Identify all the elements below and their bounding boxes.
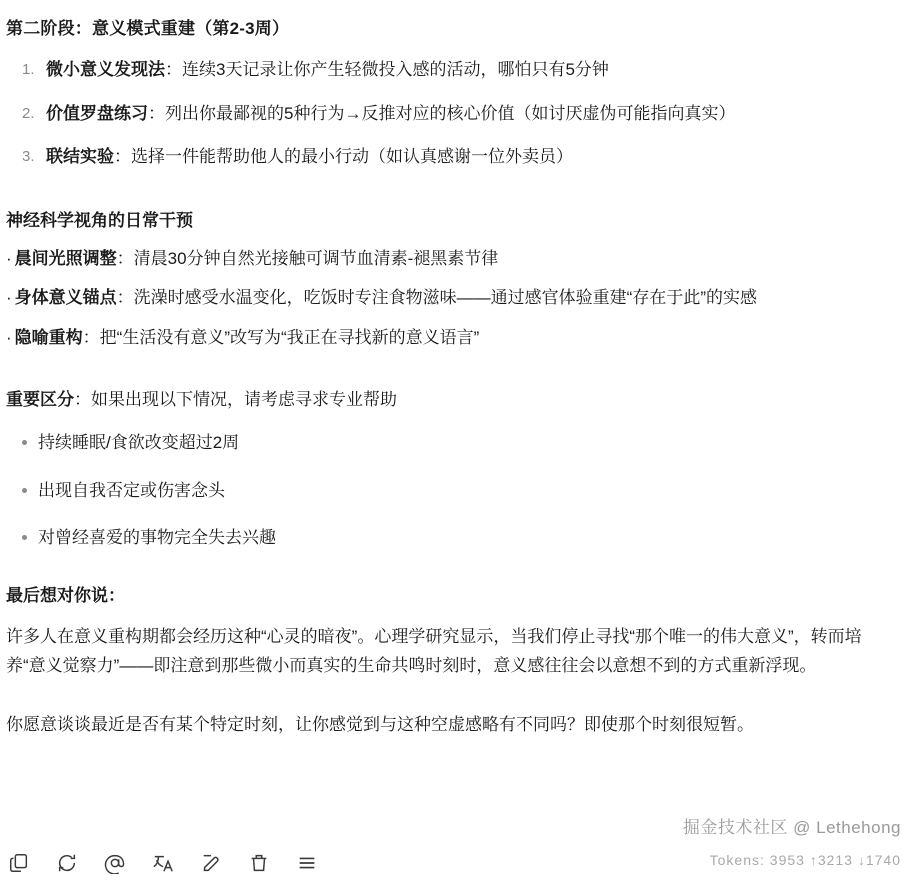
list-item (6, 324, 901, 352)
list-item (6, 245, 901, 273)
bullet-marker: · (6, 248, 12, 268)
list-item: 对曾经喜爱的事物完全失去兴趣 (38, 525, 901, 551)
bullet-marker: · (6, 327, 12, 347)
list-item: 出现自我否定或伤害念头 (38, 478, 901, 504)
list-item-term: 身体意义锚点 (14, 288, 117, 308)
list-item-sep: ： (148, 103, 165, 123)
list-item-term: 晨间光照调整 (14, 248, 117, 268)
list-item-text: 把“生活没有意义”改写为“我正在寻找新的意义语言” (99, 327, 480, 347)
list-item-text: 连续3天记录让你产生轻微投入感的活动，哪怕只有5分钟 (182, 60, 609, 79)
list-item-sep: ： (116, 288, 134, 308)
final-paragraph-2: 你愿意谈谈最近是否有某个特定时刻，让你感觉到与这种空虚感略有不同吗？即使那个时刻很短暂。 (6, 715, 754, 735)
list-item-sep: ： (114, 147, 131, 166)
stage-list (4, 57, 901, 170)
edit-icon[interactable] (200, 852, 222, 874)
list-item (46, 101, 901, 127)
list-item (46, 144, 901, 170)
list-item-sep: ： (82, 327, 100, 347)
bullet-marker: · (6, 288, 12, 308)
final-paragraph-1: 许多人在意义重构期都会经历这种“心灵的暗夜”。心理学研究显示，当我们停止寻找“那个唯一的伟大意义”，转而培养“意义觉察力”——即注意到那些微小而真实的生命共鸣时刻时，意义感往往会以意想不到的方式重新浮现。 (6, 626, 862, 675)
warning-list (4, 430, 901, 551)
copy-icon[interactable] (8, 852, 30, 874)
list-item: 持续睡眠/食欲改变超过2周 (38, 430, 901, 456)
list-item-term: 价值罗盘练习 (46, 103, 148, 123)
neuroscience-heading: 神经科学视角的日常干预 (6, 210, 193, 230)
list-item-sep: ： (165, 60, 182, 79)
list-item (6, 284, 901, 312)
trash-icon[interactable] (248, 852, 270, 874)
list-item (46, 57, 901, 83)
important-term: 重要区分 (6, 390, 74, 410)
list-item-text: 选择一件能帮助他人的最小行动（如认真感谢一位外卖员） (131, 147, 573, 166)
watermark: 掘金技术社区 @ Lethehong (682, 818, 901, 837)
list-item-text: 洗澡时感受水温变化，吃饭时专注食物滋味——通过感官体验重建“存在于此”的实感 (133, 288, 757, 308)
list-item-text: 清晨30分钟自然光接触可调节血清素-褪黑素节律 (133, 248, 499, 268)
list-item-term: 微小意义发现法 (46, 60, 165, 79)
important-heading (6, 385, 901, 410)
message-toolbar (8, 852, 318, 874)
refresh-icon[interactable] (56, 852, 78, 874)
menu-icon[interactable] (296, 852, 318, 874)
list-item-term: 联结实验 (46, 147, 114, 166)
list-item-text: 列出你最鄙视的5种行为→反推对应的核心价值（如讨厌虚伪可能指向真实） (165, 103, 736, 123)
stage-heading: 第二阶段：意义模式重建（第2-3周） (6, 19, 290, 38)
important-text: 如果出现以下情况，请考虑寻求专业帮助 (91, 390, 397, 410)
neuroscience-list (4, 245, 901, 352)
translate-icon[interactable] (152, 852, 174, 874)
list-item-term: 隐喻重构 (14, 327, 83, 347)
list-item-sep: ： (116, 248, 134, 268)
at-icon[interactable] (104, 852, 126, 874)
final-heading: 最后想对你说： (6, 585, 125, 605)
token-count: Tokens: 3953 ↑3213 ↓1740 (709, 852, 901, 868)
important-sep: ： (74, 390, 91, 410)
